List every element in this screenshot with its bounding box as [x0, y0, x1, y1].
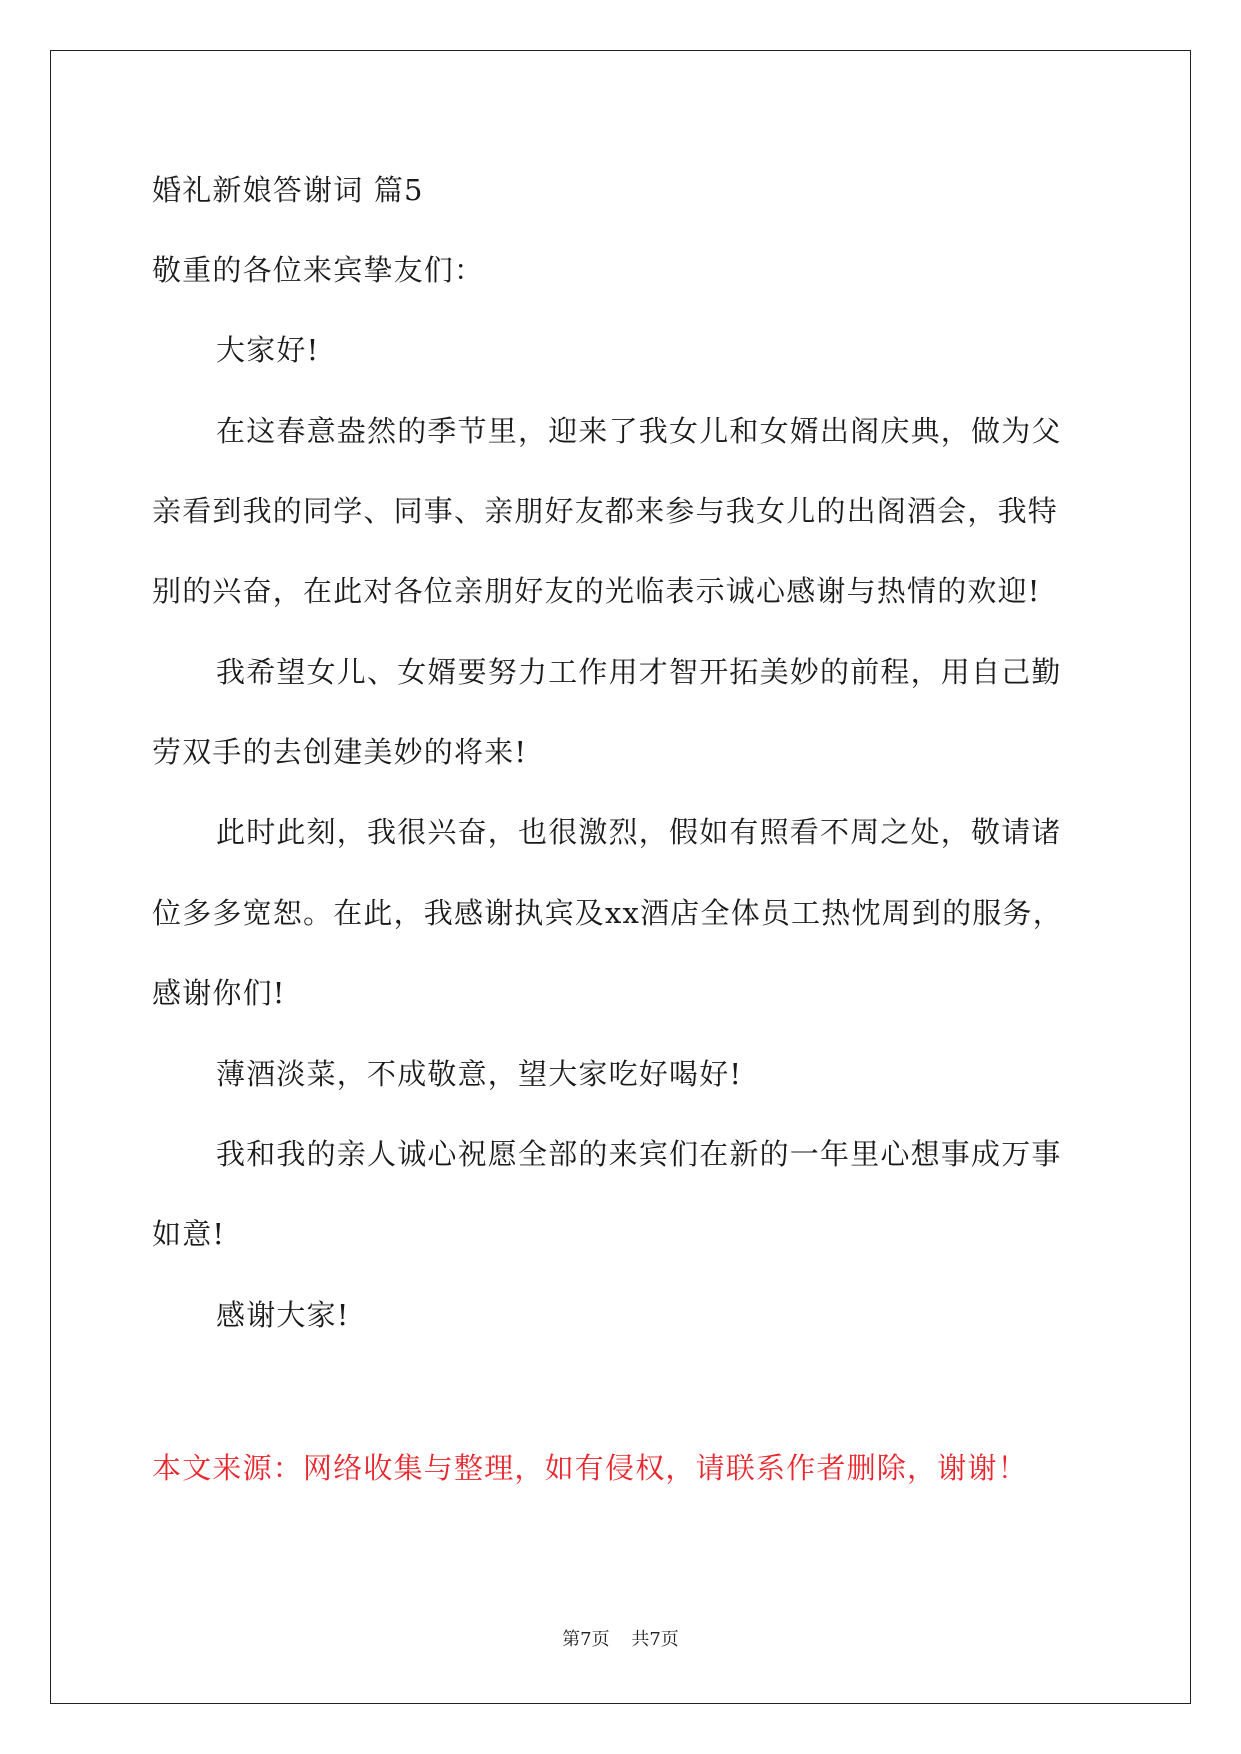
page-number-current: 第7页 — [562, 1629, 610, 1650]
paragraph-line: 别的兴奋，在此对各位亲朋好友的光临表示诚心感谢与热情的欢迎! — [152, 574, 1041, 608]
page-footer — [0, 1628, 1241, 1652]
paragraph-line: 大家好! — [216, 333, 320, 367]
salutation: 敬重的各位来宾挚友们： — [152, 253, 485, 287]
paragraph-line: 劳双手的去创建美妙的将来! — [152, 735, 528, 769]
paragraph-line: 位多多宽恕。在此，我感谢执宾及xx酒店全体员工热忱周到的服务， — [152, 896, 1063, 930]
paragraph-line: 在这春意盎然的季节里，迎来了我女儿和女婿出阁庆典，做为父 — [216, 414, 1062, 448]
paragraph-line: 薄酒淡菜，不成敬意，望大家吃好喝好! — [216, 1057, 743, 1091]
source-note: 本文来源：网络收集与整理，如有侵权，请联系作者删除，谢谢！ — [152, 1451, 1028, 1485]
paragraph-line: 此时此刻，我很兴奋，也很激烈，假如有照看不周之处，敬请诸 — [216, 815, 1062, 849]
page-number-total: 共7页 — [631, 1629, 679, 1650]
paragraph-line: 感谢大家! — [216, 1298, 350, 1332]
paragraph-line: 我和我的亲人诚心祝愿全部的来宾们在新的一年里心想事成万事 — [216, 1137, 1062, 1171]
paragraph-line: 我希望女儿、女婿要努力工作用才智开拓美妙的前程，用自己勤 — [216, 655, 1062, 689]
paragraph-line: 亲看到我的同学、同事、亲朋好友都来参与我女儿的出阁酒会，我特 — [152, 494, 1059, 528]
document-title: 婚礼新娘答谢词 篇5 — [152, 173, 424, 207]
paragraph-line: 感谢你们! — [152, 976, 286, 1010]
paragraph-line: 如意! — [152, 1217, 226, 1251]
